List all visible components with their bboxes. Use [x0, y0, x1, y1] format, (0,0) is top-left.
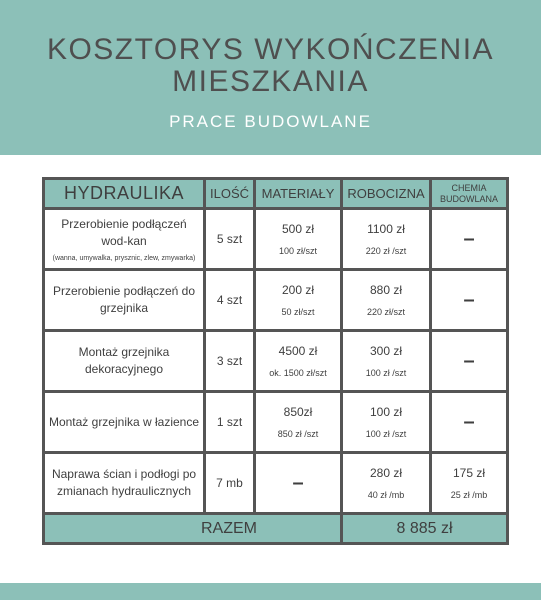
description-cell	[44, 331, 205, 392]
labor-total: 1100 zł	[367, 222, 405, 236]
table-row	[44, 331, 508, 392]
work-description: Przerobienie podłączeń wod-kan	[61, 216, 187, 248]
page-subtitle: PRACE BUDOWLANE	[169, 112, 372, 131]
header-band	[0, 0, 541, 155]
labor-total: 100 zł	[369, 405, 403, 419]
materials-total: 200 zł	[281, 283, 315, 297]
empty-dash: –	[463, 349, 475, 372]
labor-cell	[342, 209, 431, 270]
materials-unit-price: 100 zł/szt	[278, 246, 318, 256]
materials-total: 4500 zł	[278, 344, 318, 358]
quantity-cell: 4 szt	[205, 270, 255, 331]
materials-total: 500 zł	[281, 222, 315, 236]
work-description: Naprawa ścian i podłogi po zmianach hydraulicznych	[51, 467, 197, 498]
column-header-labor: ROBOCIZNA	[342, 179, 431, 209]
page-title	[0, 34, 541, 98]
chemicals-cell	[431, 453, 508, 514]
labor-unit-price: 100 zł /szt	[365, 429, 407, 439]
labor-cell	[342, 392, 431, 453]
labor-total: 300 zł	[369, 344, 403, 358]
total-label: RAZEM	[201, 519, 257, 537]
total-label-cell	[44, 514, 342, 544]
table-row	[44, 392, 508, 453]
chemicals-cell	[431, 209, 508, 270]
title-line-2: MIESZKANIA	[172, 65, 369, 98]
labor-unit-price: 40 zł /mb	[367, 490, 405, 500]
chemicals-cell	[431, 331, 508, 392]
description-cell	[44, 392, 205, 453]
materials-cell	[255, 453, 342, 514]
work-note: (wanna, umywalka, prysznic, zlew, zmywarka)	[52, 254, 196, 262]
description-cell	[44, 209, 205, 270]
title-line-1: KOSZTORYS WYKOŃCZENIA	[46, 33, 495, 66]
work-description: Przerobienie podłączeń do grzejnika	[52, 284, 196, 315]
empty-dash: –	[463, 288, 475, 311]
labor-unit-price: 220 zł/szt	[366, 307, 406, 317]
table-row	[44, 209, 508, 270]
table-row	[44, 453, 508, 514]
materials-cell	[255, 270, 342, 331]
materials-cell	[255, 209, 342, 270]
work-description: Montaż grzejnika w łazience	[48, 414, 200, 429]
total-row	[44, 514, 508, 544]
quantity-cell: 5 szt	[205, 209, 255, 270]
labor-total: 880 zł	[369, 283, 403, 297]
materials-total: 850zł	[283, 405, 313, 419]
labor-cell	[342, 270, 431, 331]
chemicals-total: 175 zł	[452, 466, 486, 480]
labor-cell	[342, 331, 431, 392]
column-header-chemicals: CHEMIA BUDOWLANA	[431, 179, 508, 209]
materials-cell	[255, 392, 342, 453]
cost-table	[42, 177, 509, 545]
labor-cell	[342, 453, 431, 514]
materials-unit-price: 850 zł /szt	[277, 429, 319, 439]
empty-dash: –	[463, 410, 475, 433]
chemicals-unit-price: 25 zł /mb	[450, 490, 488, 500]
work-description: Montaż grzejnika dekoracyjnego	[78, 345, 170, 376]
table-header-row	[44, 179, 508, 209]
quantity-cell: 1 szt	[205, 392, 255, 453]
column-header-materials: MATERIAŁY	[255, 179, 342, 209]
chemicals-cell	[431, 270, 508, 331]
footer-band	[0, 583, 541, 600]
table-row	[44, 270, 508, 331]
chemicals-cell	[431, 392, 508, 453]
description-cell	[44, 453, 205, 514]
materials-unit-price: 50 zł/szt	[281, 307, 315, 317]
labor-unit-price: 220 zł /szt	[365, 246, 407, 256]
materials-unit-price: ok. 1500 zł/szt	[269, 368, 327, 378]
labor-unit-price: 100 zł /szt	[365, 368, 407, 378]
empty-dash: –	[463, 227, 475, 250]
empty-dash: –	[292, 471, 304, 494]
column-header-quantity: ILOŚĆ	[205, 179, 255, 209]
quantity-cell: 7 mb	[205, 453, 255, 514]
labor-total: 280 zł	[369, 466, 403, 480]
total-value: 8 885 zł	[396, 519, 453, 537]
column-header-category: HYDRAULIKA	[44, 179, 205, 209]
quantity-cell: 3 szt	[205, 331, 255, 392]
description-cell	[44, 270, 205, 331]
total-value-cell	[342, 514, 508, 544]
materials-cell	[255, 331, 342, 392]
